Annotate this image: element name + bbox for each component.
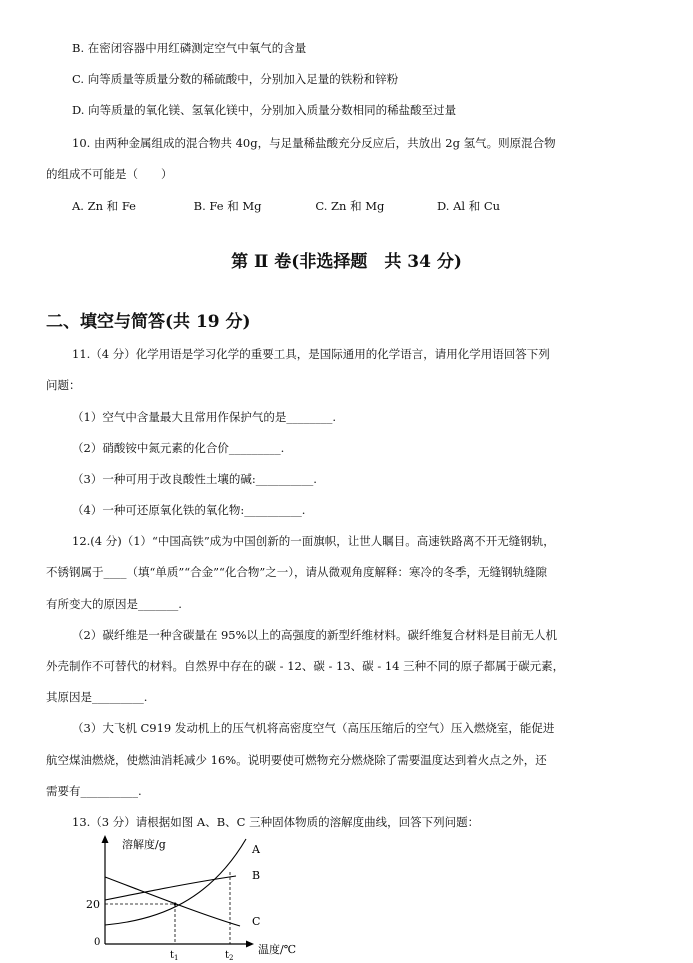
q12-p2-line2: 外壳制作不可替代的材料。自然界中存在的碳 - 12、碳 - 13、碳 - 14 三种不同的原子都属于碳元素， xyxy=(46,659,565,673)
curve-c xyxy=(105,877,240,926)
y-axis-arrow xyxy=(102,835,109,843)
y-axis-label: 溶解度/g xyxy=(122,838,166,851)
x-axis-label: 温度/℃ xyxy=(258,943,297,956)
curve-b-label: B xyxy=(252,869,261,882)
q11-item-3: （3）一种可用于改良酸性土壤的碱:__________. xyxy=(72,472,317,486)
y-tick-20: 20 xyxy=(86,898,100,911)
intersection-point xyxy=(174,903,177,906)
curve-a xyxy=(105,839,246,925)
q10-option-b: B. Fe 和 Mg xyxy=(193,199,262,213)
q10-option-a: A. Zn 和 Fe xyxy=(72,199,136,213)
q13-stem: 13.（3 分）请根据如图 A、B、C 三种固体物质的溶解度曲线，回答下列问题： xyxy=(72,815,480,829)
curve-b xyxy=(105,876,236,900)
q11-stem-line1: 11.（4 分）化学用语是学习化学的重要工具，是国际通用的化学语言，请用化学用语回答下列 xyxy=(72,347,550,361)
q9-option-c: C. 向等质量等质量分数的稀硫酸中，分别加入足量的铁粉和锌粉 xyxy=(72,72,399,86)
q12-p2-line3: 其原因是_________. xyxy=(46,690,148,704)
curve-c-label: C xyxy=(252,915,261,928)
q11-item-4: （4）一种可还原氧化铁的氧化物:__________. xyxy=(72,503,306,517)
section-heading: 二、填空与简答(共 19 分) xyxy=(46,312,251,332)
t1-label: $t_1$ xyxy=(170,950,179,960)
q12-p1-line3: 有所变大的原因是_______. xyxy=(46,597,182,611)
x-axis-arrow xyxy=(246,941,254,948)
q10-option-c: C. Zn 和 Mg xyxy=(315,199,385,213)
origin-label: 0 xyxy=(94,937,101,948)
q12-p3-line2: 航空煤油燃烧，使燃油消耗减少 16%。说明要使可燃物充分燃烧除了需要温度达到着火点之外，还 xyxy=(46,753,547,767)
q12-p3-line1: （3）大飞机 C919 发动机上的压气机将高密度空气（高压压缩后的空气）压入燃烧室，能促进 xyxy=(72,721,555,735)
q11-item-1: （1）空气中含量最大且常用作保护气的是________. xyxy=(72,410,336,424)
q11-stem-line2: 问题： xyxy=(46,378,81,392)
solubility-curve-figure xyxy=(80,832,330,960)
q12-p3-line3: 需要有__________. xyxy=(46,784,142,798)
q10-options xyxy=(72,198,500,214)
curve-a-label: A xyxy=(252,843,260,856)
q9-option-d: D. 向等质量的氧化镁、氢氧化镁中，分别加入质量分数相同的稀盐酸至过量 xyxy=(72,103,457,117)
t2-label: $t_2$ xyxy=(225,950,234,960)
q10-option-d: D. Al 和 Cu xyxy=(436,199,501,213)
q11-item-2: （2）硝酸铵中氮元素的化合价_________. xyxy=(72,441,285,455)
q10-stem-line1: 10. 由两种金属组成的混合物共 40g，与足量稀盐酸充分反应后，共放出 2g 氢气。则原混合物 xyxy=(72,136,556,150)
q12-p2-line1: （2）碳纤维是一种含碳量在 95%以上的高强度的新型纤维材料。碳纤维复合材料是目前无人机 xyxy=(72,628,558,642)
q9-option-b: B. 在密闭容器中用红磷测定空气中氧气的含量 xyxy=(72,41,307,55)
q12-p1-line2: 不锈钢属于____（填“单质”“合金”“化合物”之一），请从微观角度解释：寒冷的冬季，无缝钢轨缝隙 xyxy=(46,565,548,579)
q10-stem-line2: 的组成不可能是（ ） xyxy=(46,167,173,181)
q12-p1-line1: 12.(4 分)（1）“中国高铁”成为中国创新的一面旗帜，让世人瞩目。高速铁路离不开无缝钢轨， xyxy=(72,534,555,548)
part-2-title: 第 Ⅱ 卷(非选择题 共 34 分) xyxy=(231,252,462,272)
